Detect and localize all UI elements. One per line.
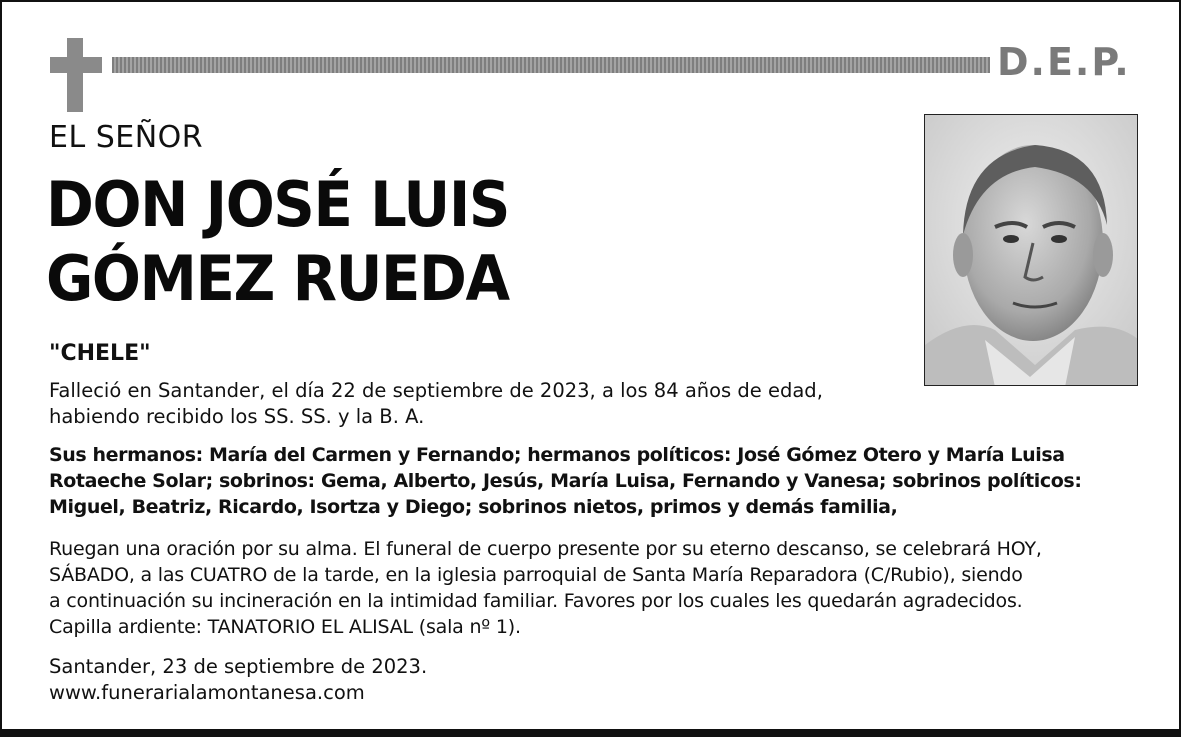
death-notice-line: Falleció en Santander, el día 22 de septiembre de 2023, a los 84 años de edad,: [49, 379, 823, 402]
death-notice: [49, 378, 909, 430]
nickname: "CHELE": [49, 341, 151, 366]
family-line: Miguel, Beatriz, Ricardo, Isortza y Diego; sobrinos nietos, primos y demás familia,: [49, 496, 898, 518]
website-link[interactable]: www.funerarialamontanesa.com: [49, 681, 365, 704]
service-line: Capilla ardiente: TANATORIO EL ALISAL (sala nº 1).: [49, 616, 521, 638]
service-details: [49, 536, 1159, 640]
service-line: a continuación su incineración en la intimidad familiar. Favores por los cuales les quedarán agradecidos.: [49, 590, 1023, 612]
service-line: SÁBADO, a las CUATRO de la tarde, en la iglesia parroquial de Santa María Reparadora (C/Rubio), siendo: [49, 564, 1023, 586]
dep-heading: D.E.P.: [997, 40, 1131, 84]
place-date: Santander, 23 de septiembre de 2023.: [49, 655, 428, 678]
footer: [49, 654, 749, 706]
family-line: Rotaeche Solar; sobrinos: Gema, Alberto, Jesús, María Luisa, Fernando y Vanesa; sobrinos políticos:: [49, 470, 1082, 492]
name-line-1: DON JOSÉ LUIS: [46, 168, 510, 241]
family-line: Sus hermanos: María del Carmen y Fernando; hermanos políticos: José Gómez Otero y María Luisa: [49, 444, 1065, 466]
family-list: [49, 442, 1149, 520]
header-rule: [112, 57, 990, 73]
service-line: Ruegan una oración por su alma. El funeral de cuerpo presente por su eterno descanso, se celebrará HOY,: [49, 538, 1042, 560]
death-notice-line: habiendo recibido los SS. SS. y la B. A.: [49, 405, 425, 428]
name-line-2: GÓMEZ RUEDA: [46, 242, 509, 315]
cross-icon: [50, 38, 102, 112]
portrait-photo: [924, 114, 1138, 386]
deceased-name: [46, 168, 509, 316]
salutation: EL SEÑOR: [49, 120, 204, 155]
